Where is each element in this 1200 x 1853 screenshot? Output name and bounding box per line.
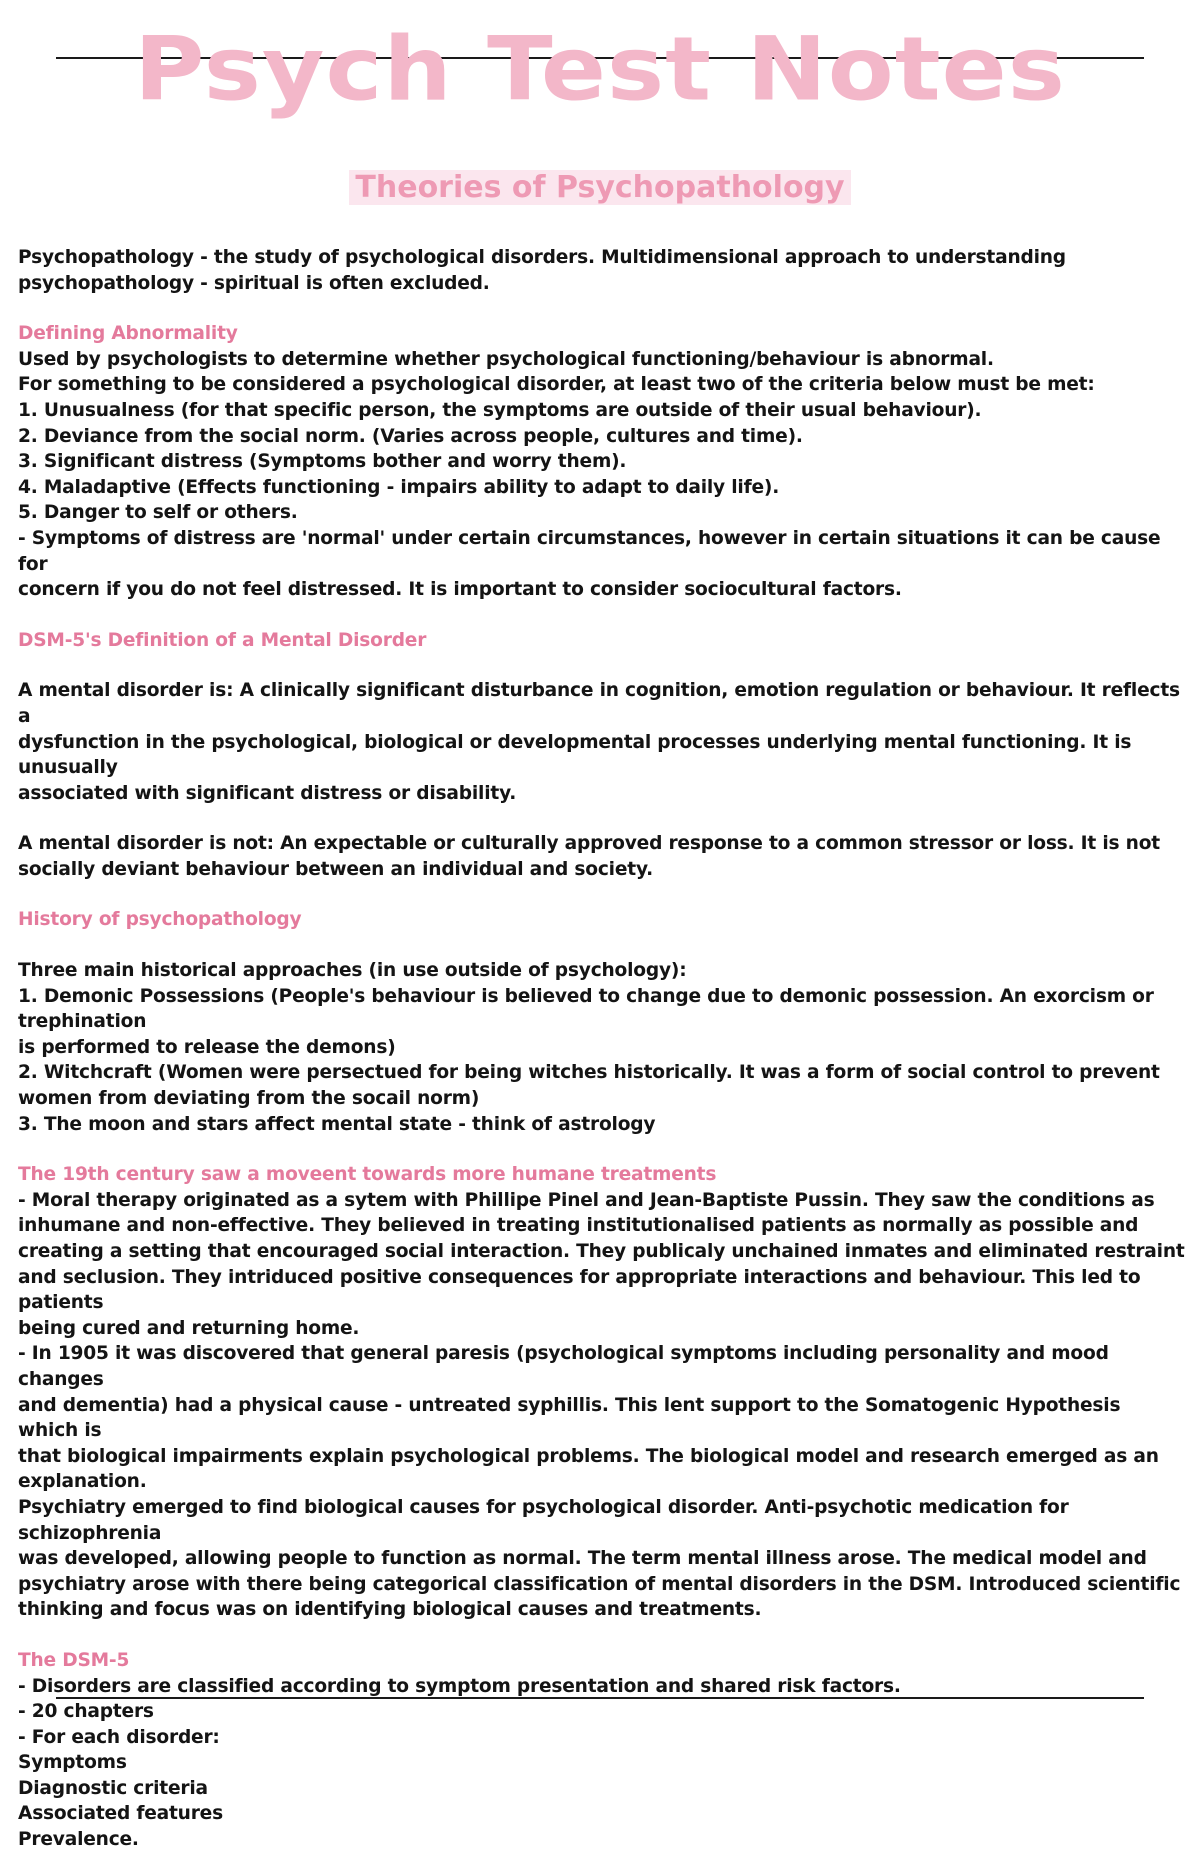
- text-line: associated with significant distress or disability.: [18, 782, 517, 804]
- page-title: Psych Test Notes: [134, 17, 1066, 121]
- criterion-item: 2. Deviance from the social norm. (Varies across people, cultures and time).: [18, 425, 803, 447]
- list-item: Associated features: [18, 1803, 223, 1825]
- text-line: Three main historical approaches (in use outside of psychology):: [18, 960, 687, 982]
- text-line: Psychiatry emerged to find biological causes for psychological disorder. Anti-psychotic medication for schizophrenia: [18, 1496, 1069, 1544]
- text-line: A mental disorder is: A clinically significant disturbance in cognition, emotion regulation or behaviour. It reflects a: [18, 680, 1180, 727]
- intro-line: psychopathology - spiritual is often excluded.: [18, 272, 490, 294]
- text-line: A mental disorder is not: An expectable or culturally approved response to a common stressor or loss. It is not: [18, 833, 1160, 855]
- text-line: women from deviating from the socail norm): [18, 1088, 480, 1110]
- section-heading: DSM-5's Definition of a Mental Disorder: [18, 629, 427, 651]
- criterion-item: 5. Danger to self or others.: [18, 502, 298, 524]
- section-heading: Defining Abnormality: [18, 323, 238, 345]
- dsm-definition-section: [18, 628, 1186, 883]
- section-heading: The 19th century saw a moveent towards more humane treatments: [18, 1164, 717, 1186]
- section-heading: History of psychopathology: [18, 909, 302, 931]
- text-line: is performed to release the demons): [18, 1036, 396, 1058]
- subtitle-text: Theories of Psychopathology: [349, 170, 850, 205]
- approach-item: 3. The moon and stars affect mental state - think of astrology: [18, 1113, 656, 1135]
- text-line: - Disorders are classified according to symptom presentation and shared risk factors.: [18, 1675, 901, 1697]
- text-line: - For each disorder:: [18, 1726, 220, 1748]
- intro-section: [18, 245, 1186, 296]
- text-line: being cured and returning home.: [18, 1317, 360, 1339]
- dsm5-section: [18, 1648, 1186, 1853]
- text-line: Used by psychologists to determine whether psychological functioning/behaviour is abnormal.: [18, 348, 994, 370]
- text-line: - Symptoms of distress are 'normal' under certain circumstances, however in certain situations it can be cause for: [18, 527, 1161, 575]
- page-subtitle: [0, 168, 1200, 208]
- text-line: - Moral therapy originated as a sytem with Phillipe Pinel and Jean-Baptiste Pussin. They saw the conditions as: [18, 1189, 1155, 1211]
- criterion-item: 1. Unusualness (for that specific person, the symptoms are outside of their usual behaviour).: [18, 399, 982, 421]
- list-item: Diagnostic criteria: [18, 1777, 208, 1799]
- text-line: - In 1905 it was discovered that general paresis (psychological symptoms including personality and mood changes: [18, 1343, 1109, 1390]
- bottom-rule: [56, 1697, 1144, 1699]
- text-line: that biological impairments explain psychological problems. The biological model and research emerged as an: [18, 1445, 1159, 1467]
- approach-item: 2. Witchcraft (Women were persectued for being witches historically. It was a form of social control to prevent: [18, 1062, 1160, 1084]
- text-line: psychiatry arose with there being categorical classification of mental disorders in the DSM. Introduced scientific: [18, 1573, 1181, 1595]
- century-19-section: [18, 1162, 1186, 1623]
- defining-abnormality-section: [18, 321, 1186, 603]
- criterion-item: 4. Maladaptive (Effects functioning - impairs ability to adapt to daily life).: [18, 476, 780, 498]
- section-heading: The DSM-5: [18, 1649, 130, 1671]
- list-item: Symptoms: [18, 1752, 127, 1774]
- text-line: creating a setting that encouraged social interaction. They publicaly unchained inmates and eliminated restraint: [18, 1241, 1185, 1262]
- text-line: explanation.: [18, 1471, 147, 1493]
- text-line: was developed, allowing people to function as normal. The term mental illness arose. The medical model and: [18, 1548, 1147, 1570]
- intro-line: Psychopathology - the study of psychological disorders. Multidimensional approach to understanding: [18, 247, 1066, 268]
- text-line: and dementia) had a physical cause - untreated syphillis. This lent support to the Somatogenic Hypothesis which is: [18, 1394, 1121, 1442]
- text-line: inhumane and non-effective. They believed in treating institutionalised patients as normally as possible and: [18, 1215, 1139, 1237]
- list-item: Prevalence.: [18, 1829, 139, 1851]
- text-line: dysfunction in the psychological, biological or developmental processes underlying mental functioning. It is unusually: [18, 731, 1132, 779]
- text-line: and seclusion. They intriduced positive consequences for appropriate interactions and behaviour. This led to patients: [18, 1266, 1141, 1314]
- text-line: thinking and focus was on identifying biological causes and treatments.: [18, 1599, 762, 1621]
- approach-item: 1. Demonic Possessions (People's behaviour is believed to change due to demonic possession. An exorcism or trephination: [18, 985, 1154, 1033]
- text-line: For something to be considered a psychological disorder, at least two of the criteria below must be met:: [18, 374, 1095, 396]
- notes-content: [18, 245, 1186, 1853]
- text-line: concern if you do not feel distressed. It is important to consider sociocultural factors.: [18, 579, 902, 601]
- history-section: [18, 907, 1186, 1137]
- criterion-item: 3. Significant distress (Symptoms bother and worry them).: [18, 451, 627, 473]
- text-line: - 20 chapters: [18, 1701, 154, 1723]
- text-line: socially deviant behaviour between an individual and society.: [18, 858, 654, 880]
